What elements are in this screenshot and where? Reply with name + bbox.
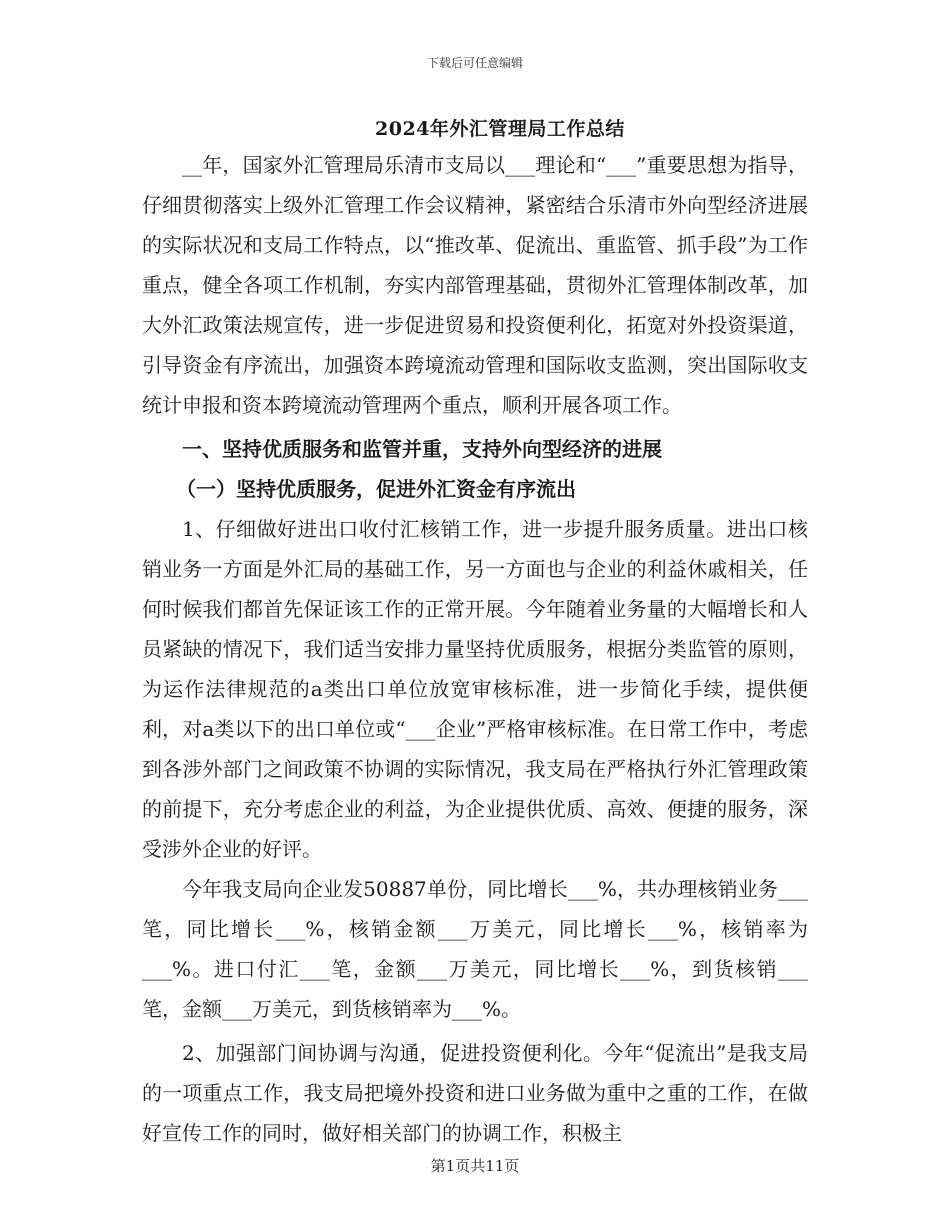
subsection-heading-1: （一）坚持优质服务，促进外汇资金有序流出: [176, 477, 576, 501]
intro-paragraph: __年，国家外汇管理局乐清市支局以___理论和“___”重要思想为指导，仔细贯彻落实上级外汇管理工作会议精神，紧密结合乐清市外向型经济进展的实际状况和支局工作特点，以“推改革、促流出、重监管、抓手段”为工作重点，健全各项工作机制，夯实内部管理基础，贯彻外汇管理体制改革，加大外汇政策法规宣传，进一步促进贸易和投资便利化，拓宽对外投资渠道，引导资金有序流出，加强资本跨境流动管理和国际收支监测，突出国际收支统计申报和资本跨境流动管理两个重点，顺利开展各项工作。: [142, 153, 808, 417]
paragraph-item-2: 2、加强部门间协调与沟通，促进投资便利化。今年“促流出”是我支局的一项重点工作，我支局把境外投资和进口业务做为重中之重的工作，在做好宣传工作的同时，做好相关部门的协调工作，积极主: [142, 1041, 808, 1145]
section-heading-1: 一、坚持优质服务和监管并重，支持外向型经济的进展: [182, 437, 662, 461]
page-header-note: 下载后可任意编辑: [426, 56, 523, 70]
document-title: 2024年外汇管理局工作总结: [375, 118, 625, 140]
paragraph-item-1: 1、仔细做好进出口收付汇核销工作，进一步提升服务质量。进出口核销业务一方面是外汇局的基础工作，另一方面也与企业的利益休戚相关，任何时候我们都首先保证该工作的正常开展。今年随着业务量的大幅增长和人员紧缺的情况下，我们适当安排力量坚持优质服务，根据分类监管的原则，为运作法律规范的a类出口单位放宽审核标准，进一步简化手续，提供便利，对a类以下的出口单位或“___企业”严格审核标准。在日常工作中，考虑到各涉外部门之间政策不协调的实际情况，我支局在严格执行外汇管理政策的前提下，充分考虑企业的利益，为企业提供优质、高效、便捷的服务，深受涉外企业的好评。: [142, 517, 808, 861]
paragraph-statistics: 今年我支局向企业发50887单份，同比增长___%，共办理核销业务___笔，同比增长___%，核销金额___万美元，同比增长___%，核销率为___%。进口付汇___笔，金额___万美元，同比增长___%，到货核销___笔，金额___万美元，到货核销率为___%。: [142, 877, 808, 1021]
document-body: [142, 145, 808, 1153]
page-number-footer: 第1页共11页: [430, 1157, 520, 1175]
